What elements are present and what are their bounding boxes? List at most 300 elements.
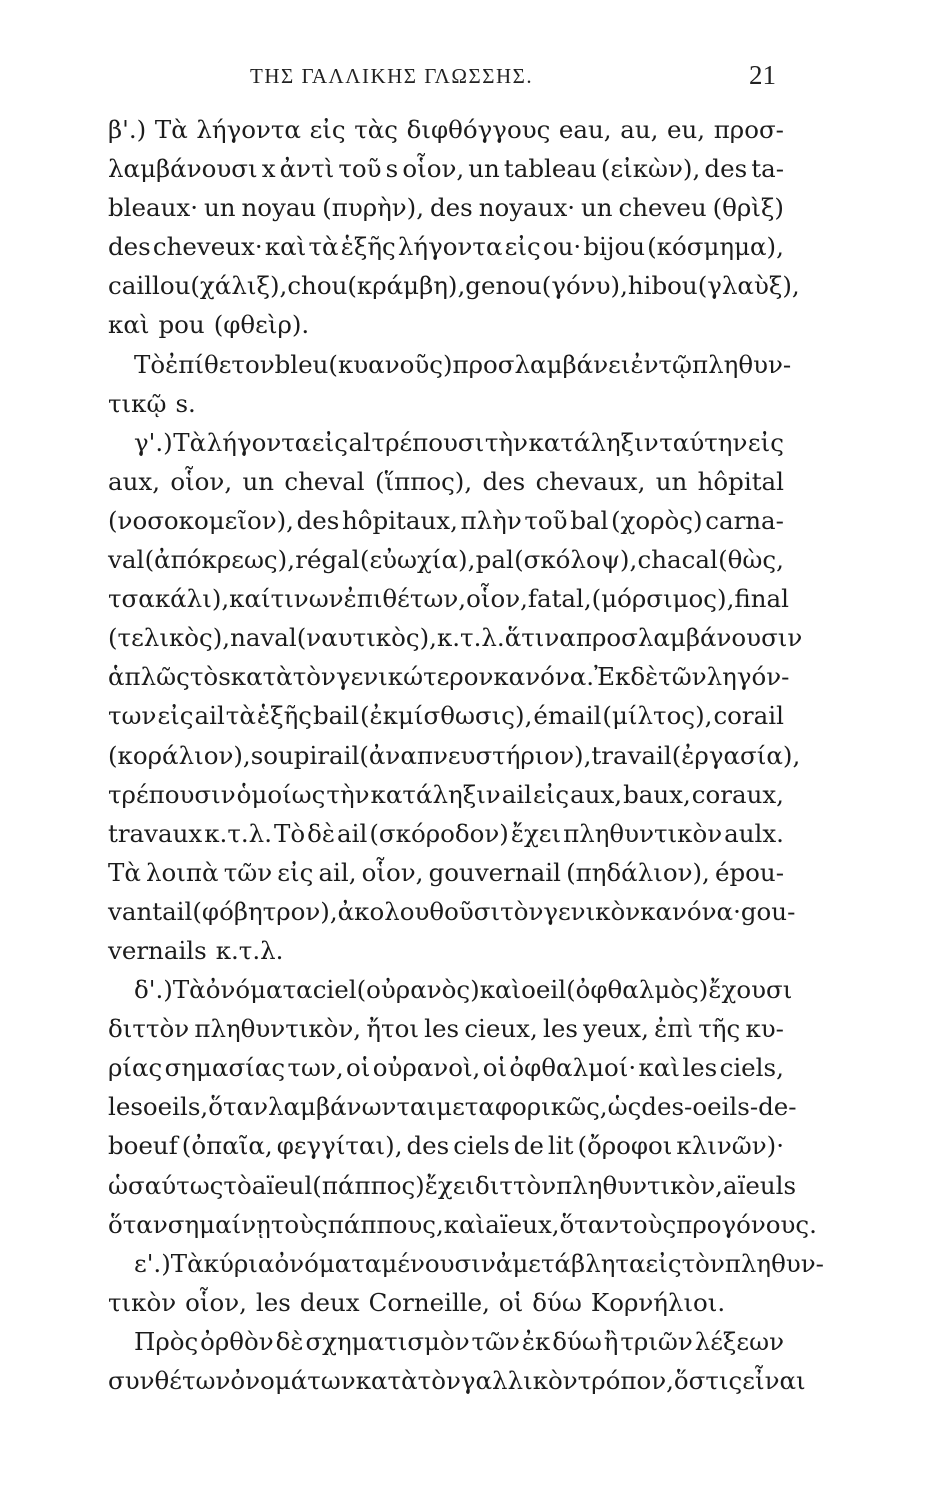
text-word: pal xyxy=(475,545,514,575)
text-word: ταύτην xyxy=(659,427,748,457)
text-word: καὶ xyxy=(443,1209,486,1239)
text-word: τὰ xyxy=(225,701,256,731)
text-word: τὸν xyxy=(417,1366,461,1395)
text-word: τῶν xyxy=(658,662,707,692)
text-word: chacal xyxy=(637,545,718,575)
text-word: ail, xyxy=(318,857,357,887)
text-word: ἑξῆς xyxy=(340,232,396,262)
text-word: Τὸ xyxy=(274,818,306,848)
text-word: τσακάλι), xyxy=(108,584,230,614)
text-word: (φόβητρον), xyxy=(192,896,338,926)
text-word: τῶν xyxy=(223,857,273,887)
text-word: κατάληξιν xyxy=(370,779,501,809)
text-word: λήγοντα xyxy=(196,115,301,144)
text-word: (χάλιξ), xyxy=(190,271,288,301)
text-word: Τὰ xyxy=(154,115,188,144)
text-word: ciels, xyxy=(719,1053,784,1083)
text-word: τικῷ xyxy=(108,388,167,418)
text-word: ἀκολουθοῦσι xyxy=(337,896,501,926)
text-word: ε'.) xyxy=(134,1248,171,1278)
text-word: γενικώτερον xyxy=(335,662,494,692)
text-line xyxy=(108,775,784,814)
text-word: Ἐκ xyxy=(594,662,631,692)
text-word: (οὐρανὸς) xyxy=(356,975,480,1005)
text-word: hôpitaux, xyxy=(342,505,458,535)
text-word: cheveux· xyxy=(152,232,263,262)
text-word: προσλαμβάνουσιν xyxy=(575,623,803,653)
text-word: καὶ xyxy=(638,1053,680,1083)
text-word: λέξεων xyxy=(694,1326,784,1356)
text-word: Κορνήλιοι. xyxy=(590,1287,726,1317)
text-word: ἑξῆς xyxy=(256,701,312,731)
text-word: (ἀναπνευστήριον), xyxy=(359,740,592,770)
text-word: λαμβάνωνται xyxy=(267,1092,437,1122)
text-word: ἐπὶ xyxy=(654,1014,693,1044)
text-word: κλινῶν)· xyxy=(676,1131,784,1161)
text-word: οἷον, xyxy=(170,466,233,496)
text-word: καὶ xyxy=(479,975,522,1005)
text-word: cheveu xyxy=(618,193,707,223)
text-word: cheval xyxy=(284,466,365,496)
text-word: ἔχει xyxy=(424,1170,476,1200)
text-word: ἔχει xyxy=(510,818,562,848)
text-word: τρέπουσιν xyxy=(108,779,236,809)
text-word: tableau xyxy=(503,154,597,184)
text-word: gou- xyxy=(740,896,796,926)
text-word: κύρια xyxy=(203,1248,275,1278)
text-word: ἐν xyxy=(630,349,659,379)
text-word: (γόνυ), xyxy=(541,271,628,301)
text-word: κατὰ xyxy=(230,662,293,692)
text-word: (μίλτος), xyxy=(602,701,713,731)
text-word: ἅτινα xyxy=(504,623,576,653)
text-word: bleu xyxy=(274,349,329,379)
text-word: bal xyxy=(570,505,609,535)
text-word: δὲ xyxy=(630,662,659,692)
text-word: εἰς xyxy=(157,701,194,731)
text-word: coraux, xyxy=(691,779,784,809)
text-word: ὀνόματα xyxy=(274,1248,382,1278)
text-word: προσλαμβάνει xyxy=(452,349,631,379)
text-word: σχηματισμὸν xyxy=(305,1326,470,1356)
text-word: un xyxy=(203,193,236,223)
text-line xyxy=(108,1361,806,1400)
text-word: τοῦ xyxy=(524,505,568,535)
text-line xyxy=(108,188,784,227)
text-word: (κόσμημα), xyxy=(647,232,784,262)
text-word: δύω xyxy=(552,1326,602,1356)
text-word: s xyxy=(218,662,231,692)
text-word: πληθυν- xyxy=(692,349,792,379)
text-word: τριῶν xyxy=(620,1326,693,1356)
text-word: corail xyxy=(713,701,784,731)
text-word: de xyxy=(513,1131,544,1161)
text-word: les xyxy=(424,1014,460,1044)
text-line xyxy=(108,110,784,149)
text-word: (πυρὴν), xyxy=(322,193,425,223)
text-word: (θρὶξ) xyxy=(712,193,784,223)
text-word: aïeul xyxy=(251,1170,313,1200)
text-word: (κοράλιον), xyxy=(108,740,251,770)
text-word: κατὰ xyxy=(355,1366,418,1395)
text-word: ὅστις xyxy=(673,1366,743,1395)
text-word: δύω xyxy=(532,1287,582,1317)
text-word: διφθόγγους xyxy=(406,115,551,144)
text-word: φεγγίται), xyxy=(276,1131,403,1161)
text-word: κατάληξιν xyxy=(528,427,659,457)
text-word: noyau xyxy=(241,193,317,223)
text-word: ὀνόματα xyxy=(205,975,313,1005)
text-word: (τελικὸς), xyxy=(108,623,231,653)
text-word: bleaux· xyxy=(108,193,199,223)
text-word: aux, xyxy=(108,466,160,496)
text-word: travaux xyxy=(108,818,203,848)
text-word: ὡς xyxy=(607,1092,642,1122)
text-word: des xyxy=(296,505,340,535)
text-word: deux xyxy=(299,1287,360,1317)
text-word: eau, xyxy=(558,115,612,144)
text-word: γαλλικὸν xyxy=(460,1366,578,1395)
text-line xyxy=(108,423,784,462)
text-word: λοιπὰ xyxy=(146,857,219,887)
text-line xyxy=(108,1322,784,1361)
text-word: λήγοντα xyxy=(397,232,503,262)
text-word: των, xyxy=(287,1053,344,1083)
text-word: Τὰ xyxy=(172,975,206,1005)
text-word: τρέπουσι xyxy=(371,427,485,457)
text-word: κ.τ.λ. xyxy=(215,935,284,965)
text-word: des xyxy=(429,193,473,223)
text-word: τὸ xyxy=(223,1170,252,1200)
text-word: ρίας xyxy=(108,1053,163,1083)
text-word: ἁπλῶς xyxy=(108,662,190,692)
text-line xyxy=(108,1166,797,1205)
text-word: (νοσοκομεῖον), xyxy=(108,505,294,535)
text-word: δὲ xyxy=(307,818,336,848)
text-word: εἰς xyxy=(311,427,348,457)
text-word: caillou xyxy=(108,271,191,301)
text-word: οἷον, xyxy=(361,857,424,887)
text-word: bijou xyxy=(583,232,645,262)
text-word: τὰ xyxy=(308,232,339,262)
text-word: des xyxy=(482,466,526,496)
text-word: x xyxy=(261,154,276,184)
text-line xyxy=(108,462,784,501)
text-word: οἱ xyxy=(498,1287,524,1317)
text-word: baux, xyxy=(623,779,691,809)
text-line xyxy=(108,501,784,540)
text-word: οἷον, xyxy=(402,154,465,184)
text-line xyxy=(108,345,792,384)
text-line xyxy=(108,540,784,579)
text-word: ὅταν xyxy=(208,1092,268,1122)
text-word: πληθυντικὸν xyxy=(563,818,723,848)
text-word: διττὸν xyxy=(108,1014,190,1044)
text-word: chevaux, xyxy=(535,466,646,496)
text-line xyxy=(108,736,801,775)
text-word: σημαίνῃ xyxy=(167,1209,271,1239)
text-word: ciel xyxy=(312,975,357,1005)
text-word: s xyxy=(385,154,399,184)
text-word: hôpital xyxy=(697,466,784,496)
text-word: ἐκ xyxy=(521,1326,551,1356)
text-word: ἤτοι xyxy=(366,1014,419,1044)
text-word: travail xyxy=(591,740,672,770)
text-line xyxy=(108,266,800,305)
text-word: naval xyxy=(230,623,297,653)
text-word: Πρὸς xyxy=(134,1326,199,1356)
text-word: des xyxy=(406,1131,450,1161)
text-word: οἱ xyxy=(482,1053,508,1083)
text-word: ὀνομάτων xyxy=(230,1366,356,1395)
text-word: un xyxy=(468,154,500,184)
text-word: οὐρανοὶ, xyxy=(372,1053,481,1083)
text-word: final xyxy=(734,584,789,614)
text-word: les xyxy=(682,1053,718,1083)
text-word: Τὰ xyxy=(173,427,207,457)
text-word: τὸν xyxy=(500,896,544,926)
text-word: (ἐργασία), xyxy=(671,740,801,770)
text-line xyxy=(108,1048,784,1087)
text-word: εἰς xyxy=(309,115,346,144)
text-word: (ὀπαῖα, xyxy=(181,1131,273,1161)
text-word: β'.) xyxy=(108,115,147,144)
text-word: ὁμοίως xyxy=(236,779,326,809)
text-word: (γλαὺξ), xyxy=(697,271,800,301)
text-word: οἷον, xyxy=(466,584,528,614)
text-word: δὲ xyxy=(275,1326,304,1356)
text-word: gouvernail xyxy=(428,857,561,887)
text-word: τῶν xyxy=(471,1326,520,1356)
text-word: Τὰ xyxy=(170,1248,204,1278)
text-word: s. xyxy=(175,388,196,418)
text-line xyxy=(108,1126,784,1165)
text-word: ail xyxy=(194,701,225,731)
running-title: ΤΗΣ ΓΑΛΛΙΚΗΣ ΓΛΩΣΣΗΣ. xyxy=(250,64,534,88)
text-word: ta- xyxy=(751,154,784,184)
text-word: εἰς xyxy=(645,1248,682,1278)
text-word: vantail xyxy=(108,896,193,926)
text-word: (σκόροδον) xyxy=(369,818,509,848)
text-word: εἰς xyxy=(277,857,314,887)
text-word: ὀρθὸν xyxy=(200,1326,274,1356)
body-text xyxy=(108,110,824,1400)
text-line xyxy=(108,1087,797,1126)
text-word: des xyxy=(108,232,151,262)
text-word: des xyxy=(704,154,748,184)
text-word: (θὼς, xyxy=(718,545,784,575)
text-word: ciels xyxy=(453,1131,510,1161)
text-word: Τὰ xyxy=(108,857,141,887)
text-line xyxy=(108,579,789,618)
text-word: μένουσιν xyxy=(381,1248,496,1278)
text-word: Τὸ xyxy=(134,349,166,379)
text-word: hibou xyxy=(627,271,698,301)
text-word: κυ- xyxy=(745,1014,784,1044)
text-word: τὸ xyxy=(189,662,219,692)
text-word: boeuf xyxy=(108,1131,178,1161)
text-word: yeux, xyxy=(583,1014,649,1044)
text-word: πλὴν xyxy=(460,505,522,535)
text-word: κανόνα· xyxy=(640,896,741,926)
text-word: διττὸν xyxy=(475,1170,557,1200)
text-word: τὸν xyxy=(292,662,336,692)
text-word: un xyxy=(581,193,613,223)
text-word: ail xyxy=(501,779,532,809)
text-word: oeil xyxy=(521,975,567,1005)
text-word: (ὄροφοι xyxy=(577,1131,673,1161)
text-word: τὰς xyxy=(354,115,399,144)
text-word: au, xyxy=(620,115,659,144)
text-word: καὶ xyxy=(108,310,150,340)
text-word: (πάππος) xyxy=(312,1170,425,1200)
text-word: τὴν xyxy=(326,779,370,809)
text-line xyxy=(108,1009,784,1048)
text-word: τικὸν xyxy=(108,1287,177,1317)
text-word: (φθεὶρ). xyxy=(213,310,310,340)
page-number: 21 xyxy=(749,60,776,90)
text-word: des-oeils-de- xyxy=(641,1092,797,1122)
text-line xyxy=(108,149,784,188)
text-word: τρόπον, xyxy=(577,1366,674,1395)
text-word: les xyxy=(543,1014,578,1044)
text-word: (ἀπόκρεως), xyxy=(144,545,295,575)
text-word: aux, xyxy=(570,779,623,809)
text-word: noyaux· xyxy=(478,193,576,223)
text-word: pou xyxy=(158,310,205,340)
text-word: ou· xyxy=(542,232,582,262)
text-word: ὡσαύτως xyxy=(108,1170,224,1200)
text-word: (εἰκὼν), xyxy=(600,154,701,184)
text-word: καὶ xyxy=(264,232,307,262)
text-word: μεταφορικῶς, xyxy=(436,1092,608,1122)
text-word: aïeux, xyxy=(485,1209,560,1239)
text-word: κ.τ.λ. xyxy=(436,623,505,653)
text-line xyxy=(108,227,784,266)
text-line xyxy=(108,892,796,931)
text-word: λαμβάνουσι xyxy=(108,154,258,184)
text-word: genou xyxy=(465,271,542,301)
text-word: λήγοντα xyxy=(206,427,312,457)
text-word: κ.τ.λ. xyxy=(204,818,272,848)
text-word: un xyxy=(242,466,275,496)
text-word: ὅταν xyxy=(108,1209,168,1239)
text-word: Corneille, xyxy=(368,1287,490,1317)
text-word: τινων xyxy=(270,584,344,614)
text-word: (ἐκμίσθωσις), xyxy=(359,701,533,731)
text-line xyxy=(108,305,784,344)
text-word: (κυανοῦς) xyxy=(328,349,453,379)
text-word: δ'.) xyxy=(134,975,173,1005)
text-line xyxy=(108,814,784,853)
text-word: un xyxy=(655,466,688,496)
text-word: (εὐωχία), xyxy=(359,545,476,575)
text-word: lit xyxy=(547,1131,574,1161)
text-word: πληθυντικὸν, xyxy=(194,1014,362,1044)
text-line xyxy=(108,618,803,657)
text-word: σημασίας xyxy=(164,1053,286,1083)
text-word: καί xyxy=(229,584,271,614)
text-word: γενικὸν xyxy=(543,896,641,926)
text-line xyxy=(108,1283,784,1322)
text-word: vernails xyxy=(108,935,207,965)
text-line xyxy=(108,657,790,696)
text-word: émail xyxy=(533,701,602,731)
text-word: εἶναι xyxy=(742,1366,806,1395)
text-line xyxy=(108,696,784,735)
text-word: soupirail xyxy=(250,740,360,770)
text-word: oeils, xyxy=(142,1092,209,1122)
text-word: eu, xyxy=(667,115,706,144)
text-word: ἀντὶ xyxy=(279,154,335,184)
text-word: (ναυτικὸς), xyxy=(296,623,437,653)
text-word: ἀμετάβλητα xyxy=(495,1248,646,1278)
text-word: πάππους, xyxy=(327,1209,444,1239)
text-word: régal xyxy=(295,545,360,575)
text-word: πληθυν- xyxy=(724,1248,824,1278)
text-word: τῷ xyxy=(658,349,693,379)
text-word: les xyxy=(108,1092,143,1122)
page-header xyxy=(100,60,776,100)
text-word: ὅταν xyxy=(559,1209,620,1239)
text-word: τοῦ xyxy=(338,154,382,184)
text-word: συνθέτων xyxy=(108,1366,231,1395)
text-word: εἰς xyxy=(747,427,784,457)
text-word: τὴν xyxy=(484,427,528,457)
text-word: τῆς xyxy=(698,1014,741,1044)
text-word: τοὺς xyxy=(270,1209,328,1239)
text-word: (σκόλοψ), xyxy=(514,545,638,575)
text-word: ἔχουσι xyxy=(708,975,793,1005)
text-word: προσ- xyxy=(713,115,784,144)
text-word: (μόρσιμος), xyxy=(591,584,735,614)
text-word: cieux, xyxy=(464,1014,538,1044)
text-word: κανόνα. xyxy=(493,662,595,692)
text-word: τὸν xyxy=(681,1248,725,1278)
text-line xyxy=(108,970,793,1009)
text-line xyxy=(108,1244,824,1283)
text-word: épou- xyxy=(714,857,784,887)
text-word: ὀφθαλμοί· xyxy=(509,1053,637,1083)
text-word: πληθυντικὸν, xyxy=(556,1170,723,1200)
text-line xyxy=(108,931,784,970)
text-word: (χορὸς) xyxy=(611,505,703,535)
text-line xyxy=(108,1205,817,1244)
text-word: εἰς xyxy=(533,779,570,809)
text-word: fatal, xyxy=(527,584,592,614)
text-line xyxy=(108,384,784,423)
text-word: (ὀφθαλμὸς) xyxy=(566,975,709,1005)
text-word: (ἵππος), xyxy=(374,466,473,496)
text-word: bail xyxy=(312,701,359,731)
text-word: ἢ xyxy=(603,1326,619,1356)
text-word: chou xyxy=(287,271,348,301)
text-line xyxy=(108,853,784,892)
text-word: val xyxy=(108,545,145,575)
text-word: ἐπιθέτων, xyxy=(343,584,467,614)
text-word: al xyxy=(348,427,371,457)
text-word: εἰς xyxy=(504,232,541,262)
text-word: των xyxy=(108,701,157,731)
text-word: aulx. xyxy=(724,818,784,848)
text-word: ail xyxy=(337,818,368,848)
text-word: γ'.) xyxy=(134,427,173,457)
text-word: ληγόν- xyxy=(706,662,790,692)
text-word: (πηδάλιον), xyxy=(566,857,710,887)
text-word: οἱ xyxy=(346,1053,371,1083)
text-word: (κράμβη), xyxy=(347,271,466,301)
text-word: les xyxy=(255,1287,291,1317)
